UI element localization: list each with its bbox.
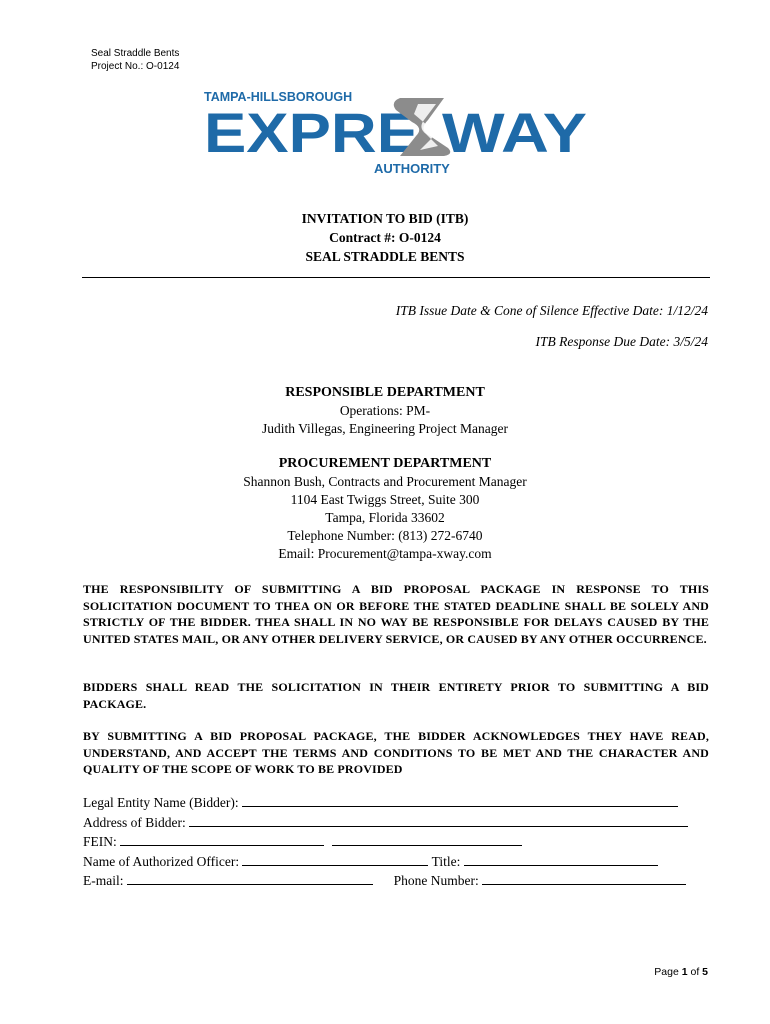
of-word: of — [687, 966, 703, 978]
due-date: ITB Response Due Date: 3/5/24 — [535, 334, 708, 349]
contact-row — [83, 871, 713, 891]
project-number: Project No.: O-0124 — [91, 61, 180, 72]
responsible-department-line: Judith Villegas, Engineering Project Manager — [261, 421, 508, 436]
logo-top-text: TAMPA-HILLSBOROUGH — [204, 90, 353, 104]
responsible-department-heading: RESPONSIBLE DEPARTMENT — [285, 385, 485, 400]
document-header — [91, 47, 179, 73]
legal-entity-label: Legal Entity Name (Bidder): — [83, 795, 239, 810]
logo-main-text-left: EXPRE — [204, 101, 419, 164]
notice-paragraph-responsibility: THE RESPONSIBILITY OF SUBMITTING A BID PROPOSAL PACKAGE IN RESPONSE TO THIS SOLICITATION DOCUMENT TO THEA ON OR BEFORE THE STATED DEADLINE SHALL BE SOLELY AND STRICTLY OF THE BIDDER. THEA SHALL IN NO WAY BE RESPONSIBLE FOR DELAYS CAUSED BY THE UNITED STATES MAIL, OR ANY OTHER DELIVERY SERVICE, OR CAUSED BY ANY OTHER OCCURRENCE. — [83, 582, 709, 646]
responsible-department-line: Operations: PM- — [339, 403, 431, 418]
legal-entity-row — [83, 793, 713, 813]
notice-paragraph-read: BIDDERS SHALL READ THE SOLICITATION IN THEIR ENTIRETY PRIOR TO SUBMITTING A BID PACKAGE. — [83, 680, 709, 711]
officer-label: Name of Authorized Officer: — [83, 853, 240, 869]
thea-logo — [204, 90, 594, 176]
phone-label: Phone Number: — [393, 873, 479, 888]
logo-main-text-right: WAY — [442, 101, 587, 164]
title-line-1: INVITATION TO BID (ITB) — [301, 211, 469, 226]
address-label: Address of Bidder: — [83, 814, 186, 830]
page-total: 5 — [702, 966, 708, 978]
title-divider — [82, 277, 710, 278]
phone-field[interactable] — [482, 871, 686, 885]
title-label: Title: — [431, 853, 461, 869]
fein-field-part-1[interactable] — [120, 832, 324, 846]
page-current: 1 — [681, 966, 688, 978]
address-field[interactable] — [189, 813, 688, 827]
officer-field[interactable] — [242, 852, 428, 866]
title-line-3: SEAL STRADDLE BENTS — [305, 249, 465, 264]
procurement-city: Tampa, Florida 33602 — [325, 510, 445, 525]
project-name: Seal Straddle Bents — [91, 48, 180, 59]
procurement-department — [0, 455, 770, 563]
email-label: E-mail: — [83, 873, 124, 888]
address-row — [83, 813, 713, 833]
procurement-address: 1104 East Twiggs Street, Suite 300 — [290, 492, 480, 507]
responsible-department — [0, 384, 770, 438]
title-line-2: Contract #: O-0124 — [329, 230, 441, 245]
notice-paragraph-acknowledge: BY SUBMITTING A BID PROPOSAL PACKAGE, THE BIDDER ACKNOWLEDGES THEY HAVE READ, UNDERSTAND, AND ACCEPT THE TERMS AND CONDITIONS TO BE MET AND THE CHARACTER AND QUALITY OF THE SCOPE OF WORK TO BE PROVIDED — [83, 729, 709, 776]
expressway-logo-graphic — [204, 90, 594, 176]
page-word: Page — [654, 966, 682, 978]
fein-field-part-2[interactable] — [332, 832, 522, 846]
officer-row — [83, 852, 713, 872]
document-title — [0, 209, 770, 266]
logo-bottom-text: AUTHORITY — [374, 161, 450, 176]
issue-date: ITB Issue Date & Cone of Silence Effective Date: 1/12/24 — [395, 303, 708, 318]
page-number — [654, 966, 708, 978]
procurement-phone: Telephone Number: (813) 272-6740 — [287, 528, 483, 543]
fein-label: FEIN: — [83, 834, 117, 849]
procurement-email: Email: Procurement@tampa-xway.com — [278, 546, 492, 561]
fein-row — [83, 832, 713, 852]
email-field[interactable] — [127, 871, 373, 885]
bidder-form — [83, 793, 713, 891]
procurement-department-heading: PROCUREMENT DEPARTMENT — [278, 456, 492, 471]
legal-entity-field[interactable] — [242, 793, 678, 807]
procurement-contact: Shannon Bush, Contracts and Procurement Manager — [243, 474, 527, 489]
title-field[interactable] — [464, 852, 658, 866]
